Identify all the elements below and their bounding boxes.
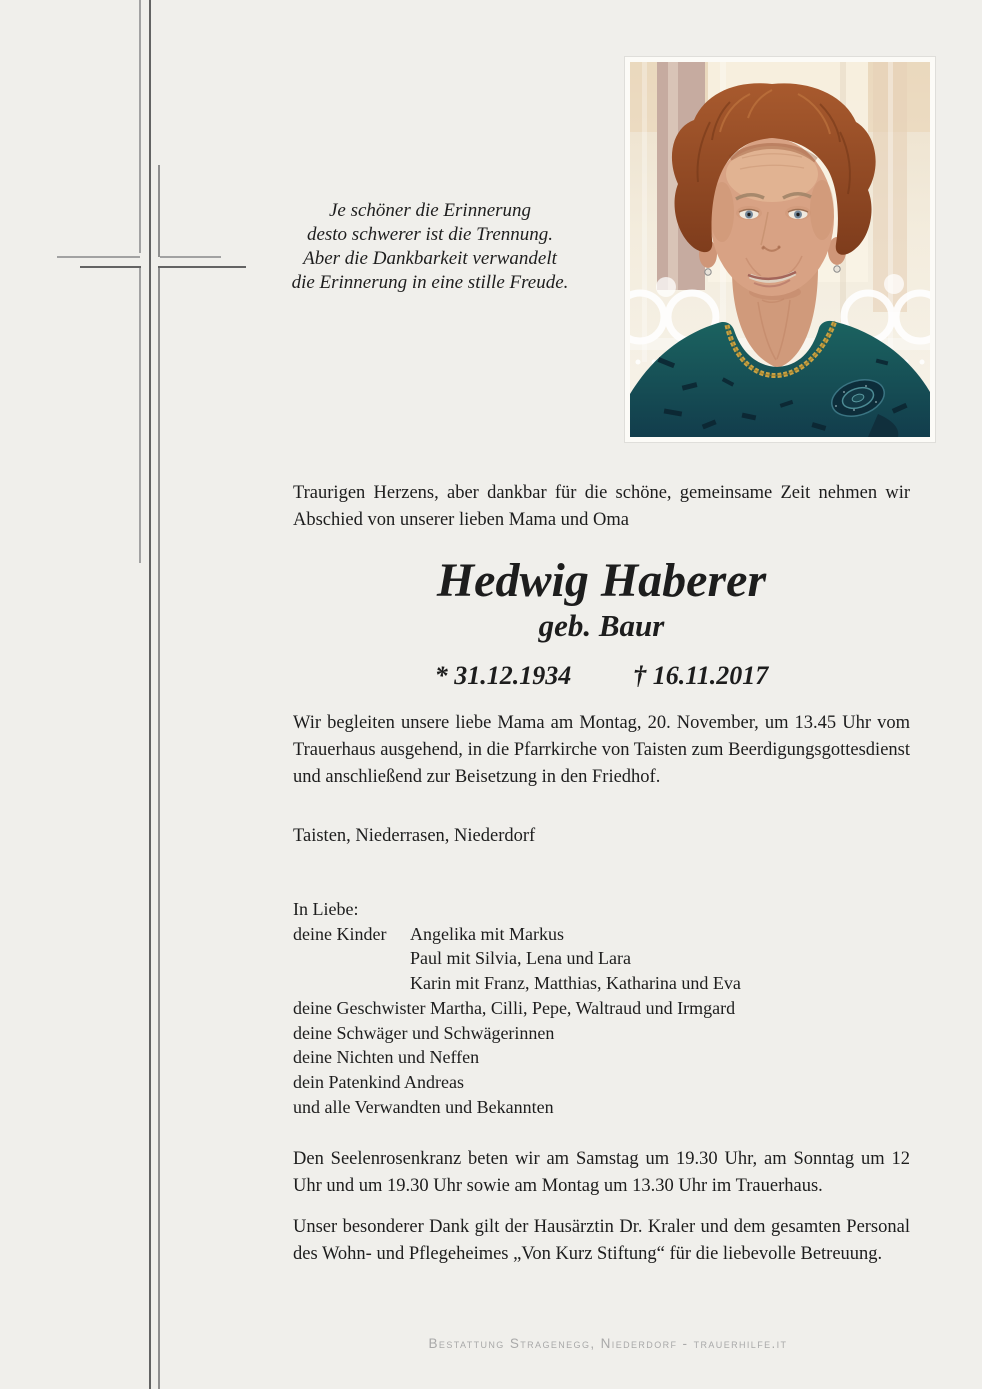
children-label: deine Kinder bbox=[293, 923, 387, 944]
poem-line: die Erinnerung in eine stille Freude. bbox=[291, 272, 569, 293]
cross-horizontal-line bbox=[160, 256, 221, 258]
thanks-text: Unser besonderer Dank gilt der Hausärztin Dr. Kraler und dem gesamten Personal des Wohn- und Pflegeheimes „Von Kurz Stiftung“ für die liebevolle Betreuung. bbox=[293, 1217, 910, 1264]
mourner-line bbox=[293, 971, 910, 996]
child-line: Karin mit Franz, Matthias, Katharina und Eva bbox=[410, 973, 741, 994]
portrait-illustration bbox=[630, 62, 930, 437]
cross-horizontal-line bbox=[80, 266, 141, 268]
cross-vertical-line bbox=[139, 267, 141, 563]
mourner-line: deine Geschwister Martha, Cilli, Pepe, Waltraud und Irmgard bbox=[293, 997, 736, 1018]
life-dates bbox=[293, 660, 910, 691]
death-date: † 16.11.2017 bbox=[633, 661, 769, 690]
cross-vertical-line bbox=[158, 267, 160, 1389]
places-line: Taisten, Niederrasen, Niederdorf bbox=[293, 826, 536, 846]
rosary-text: Den Seelenrosenkranz beten wir am Samstag um 19.30 Uhr, am Sonntag um 12 Uhr und um 19.30 Uhr sowie am Montag um 13.30 Uhr im Trauerhaus. bbox=[293, 1149, 910, 1196]
poem-line: desto schwerer ist die Trennung. bbox=[306, 224, 554, 245]
mourner-line: dein Patenkind Andreas bbox=[293, 1071, 464, 1092]
portrait-photo bbox=[625, 57, 935, 442]
funeral-announcement: Wir begleiten unsere liebe Mama am Montag, 20. November, um 13.45 Uhr vom Trauerhaus ausgehend, in die Pfarrkirche von Taisten zum Beerdigungsgottesdienst und anschließend zur Beisetzung in den Friedhof. bbox=[293, 713, 910, 787]
cross-vertical-line bbox=[139, 0, 141, 253]
child-line: Paul mit Silvia, Lena und Lara bbox=[410, 948, 631, 969]
cross-horizontal-line bbox=[158, 266, 246, 268]
mourner-line bbox=[293, 922, 910, 947]
mourner-line: und alle Verwandten und Bekannten bbox=[293, 1096, 554, 1117]
deceased-maiden-name: geb. Baur bbox=[538, 608, 665, 643]
memorial-poem bbox=[270, 199, 590, 295]
poem-line: Je schöner die Erinnerung bbox=[328, 200, 532, 221]
intro-text: Traurigen Herzens, aber dankbar für die schöne, gemeinsame Zeit nehmen wir Abschied von unserer lieben Mama und Oma bbox=[293, 483, 910, 530]
poem-line: Aber die Dankbarkeit verwandelt bbox=[303, 248, 557, 269]
mourner-line bbox=[293, 946, 910, 971]
mourner-line: deine Schwäger und Schwägerinnen bbox=[293, 1022, 555, 1043]
cross-horizontal-line bbox=[57, 256, 140, 258]
mourners-list bbox=[293, 897, 910, 1119]
cross-vertical-line bbox=[158, 165, 160, 257]
footer-funeral-home: Bestattung Stragenegg, Niederdorf - trauerhilfe.it bbox=[428, 1336, 788, 1351]
mourner-line: deine Nichten und Neffen bbox=[293, 1047, 480, 1068]
mourners-heading: In Liebe: bbox=[293, 899, 359, 919]
cross-vertical-line bbox=[149, 0, 151, 1389]
deceased-name: Hedwig Haberer bbox=[436, 554, 767, 607]
child-line: Angelika mit Markus bbox=[410, 923, 564, 944]
birth-date: * 31.12.1934 bbox=[434, 661, 572, 690]
